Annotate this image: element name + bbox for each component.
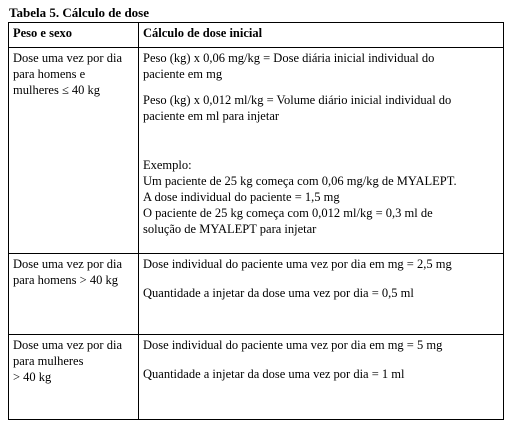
formula-line: Peso (kg) x 0,012 ml/kg = Volume diário inicial individual do xyxy=(143,93,452,107)
example-line: O paciente de 25 kg começa com 0,012 ml/kg = 0,3 ml de xyxy=(143,206,433,220)
table-header-row xyxy=(9,23,504,48)
dose-mg-line: Dose individual do paciente uma vez por dia em mg = 2,5 mg xyxy=(143,257,452,271)
group-line: Dose uma vez por dia xyxy=(13,51,122,65)
example-label: Exemplo: xyxy=(143,158,192,172)
example-line: A dose individual do paciente = 1,5 mg xyxy=(143,190,340,204)
group-line: mulheres ≤ 40 kg xyxy=(13,83,101,97)
dose-calculation-cell xyxy=(139,335,504,420)
formula-line: Peso (kg) x 0,06 mg/kg = Dose diária inicial individual do xyxy=(143,51,435,65)
group-line: para mulheres xyxy=(13,354,84,368)
group-line: para homens > 40 kg xyxy=(13,273,118,287)
table-row xyxy=(9,335,504,420)
table-row xyxy=(9,254,504,335)
table-caption: Tabela 5. Cálculo de dose xyxy=(9,5,150,20)
group-line: > 40 kg xyxy=(13,370,52,384)
group-line: Dose uma vez por dia xyxy=(13,338,122,352)
example-line: Um paciente de 25 kg começa com 0,06 mg/kg de MYALEPT. xyxy=(143,174,457,188)
example-line: solução de MYALEPT para injetar xyxy=(143,222,317,236)
table-row xyxy=(9,48,504,254)
header-weight-sex: Peso e sexo xyxy=(9,23,139,48)
group-line: Dose uma vez por dia xyxy=(13,257,122,271)
dose-calculation-cell xyxy=(139,48,504,254)
group-line: para homens e xyxy=(13,67,86,81)
dose-mg-line: Dose individual do paciente uma vez por dia em mg = 5 mg xyxy=(143,338,443,352)
row-group-cell xyxy=(9,254,139,335)
row-group-cell xyxy=(9,335,139,420)
formula-line: paciente em ml para injetar xyxy=(143,109,280,123)
dose-calculation-table xyxy=(8,22,504,420)
dose-ml-line: Quantidade a injetar da dose uma vez por dia = 0,5 ml xyxy=(143,286,414,300)
row-group-cell xyxy=(9,48,139,254)
dose-calculation-cell xyxy=(139,254,504,335)
header-initial-dose-calculation: Cálculo de dose inicial xyxy=(139,23,504,48)
dose-ml-line: Quantidade a injetar da dose uma vez por dia = 1 ml xyxy=(143,367,405,381)
formula-line: paciente em mg xyxy=(143,67,223,81)
